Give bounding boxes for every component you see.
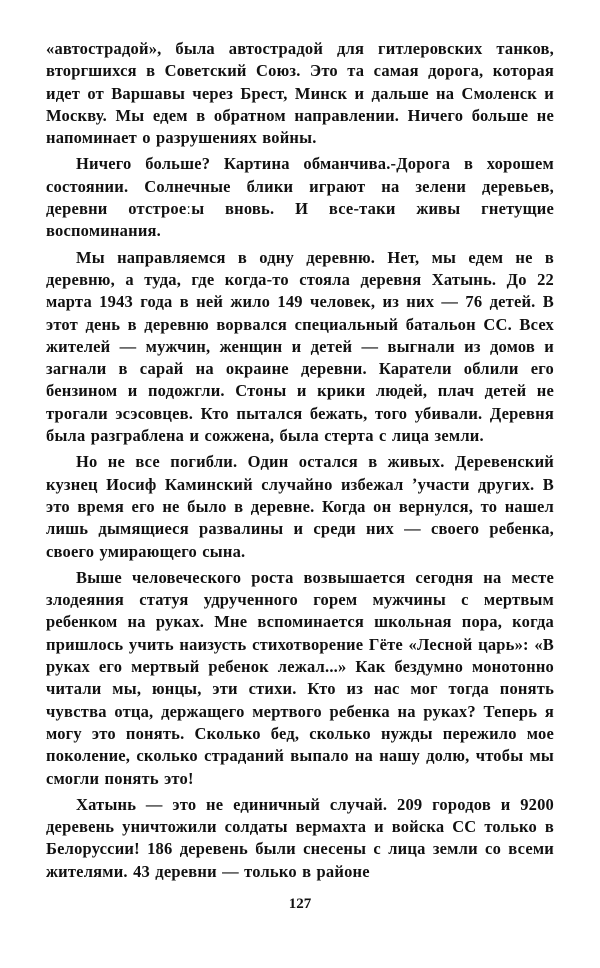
- paragraph-4: Но не все погибли. Один остался в живых. Деревенский кузнец Иосиф Каминский случайно избежал ʼучасти других. В это время его не было в деревне. Когда он вернулся, то нашел лишь дымящиеся развалины и среди них — своего ребенка, своего умирающего сына.: [46, 452, 554, 561]
- paragraph-1: «автострадой», была автострадой для гитлеровских танков, вторгшихся в Советский Союз. Это та самая дорога, которая идет от Варшавы через Брест, Минск и дальше на Смоленск и Москву. Мы едем в обратном направлении. Ничего больше не напоминает о разрушениях войны.: [46, 39, 554, 148]
- paragraph-3: Мы направляемся в одну деревню. Нет, мы едем не в деревню, а туда, где когда-то стояла деревня Хатынь. До 22 марта 1943 года в ней жило 149 человек, из них — 76 детей. В этот день в деревню ворвался специальный батальон СС. Всех жителей — мужчин, женщин и детей — выгнали из домов и загнали в сарай на окраине деревни. Каратели облили его бензином и подожгли. Стоны и крики людей, плач детей не трогали эсэсовцев. Кто пытался бежать, того убивали. Деревня была разграблена и сожжена, была стерта с лица земли.: [46, 247, 554, 446]
- body-text: [46, 38, 554, 887]
- paragraph-2: Ничего больше? Картина обманчива.‑Дорога в хорошем состоянии. Солнечные блики играют на зелени деревьев, деревни отстроеːы вновь. И все-таки живы гнетущие воспоминания.: [46, 154, 554, 241]
- page-number: 127: [288, 896, 312, 912]
- paragraph-5: Выше человеческого роста возвышается сегодня на месте злодеяния статуя удрученного горем мужчины с мертвым ребенком на руках. Мне вспоминается школьная пора, когда пришлось учить наизусть стихотворение Гёте «Лесной царь»: «В руках его мертвый ребенок лежал...» Как бездумно монотонно читали мы, юнцы, эти стихи. Кто из нас мог тогда понять чувства отца, держащего мертвого ребенка на руках? Теперь я могу это понять. Сколько бед, сколько нужды пережило мое поколение, сколько страданий выпало на нашу долю, чтобы мы смогли понять это!: [46, 567, 554, 788]
- paragraph-6: Хатынь — это не единичный случай. 209 городов и 9200 деревень уничтожили солдаты вермахта и войска СС только в Белоруссии! 186 деревень были снесены с лица земли со всеми жителями. 43 деревни — только в районе: [46, 794, 554, 881]
